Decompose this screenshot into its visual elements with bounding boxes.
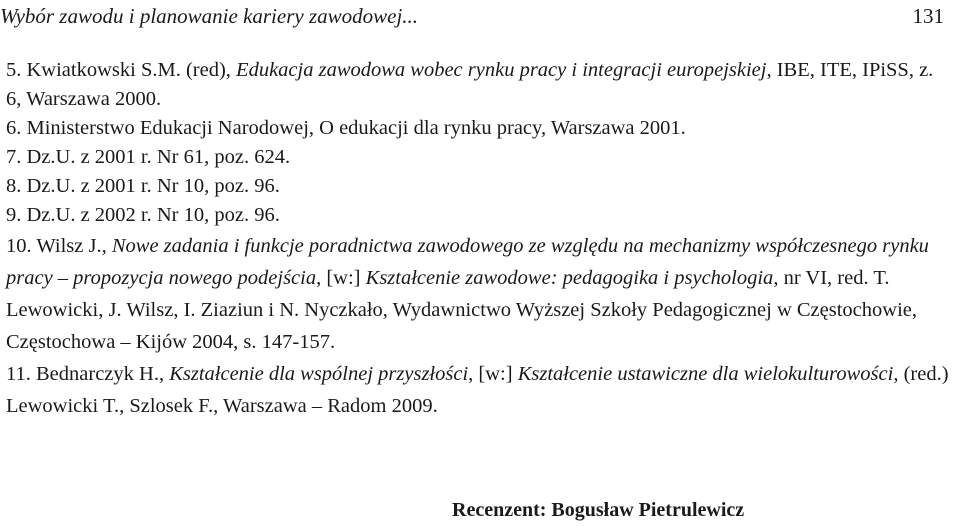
reference-number: 10.	[6, 235, 32, 257]
reference-text: , [w:]	[468, 363, 518, 385]
reference-text: Kwiatkowski S.M. (red),	[21, 59, 237, 81]
reference-title: Nowe zadania i funkcje poradnictwa zawodowego ze względu na mechanizmy współczesnego rynku pracy – propozycja nowego podejścia	[6, 235, 929, 289]
reference-number: 7.	[6, 146, 22, 168]
reference-item	[6, 201, 952, 230]
reference-text: Dz.U. z 2001 r. Nr 61, poz. 624.	[21, 146, 291, 168]
reference-title: Kształcenie dla wspólnej przyszłości	[169, 363, 469, 385]
reviewer-line: Recenzent: Bogusław Pietrulewicz	[452, 499, 745, 521]
reference-item	[6, 56, 952, 114]
reference-item	[6, 143, 952, 172]
reference-number: 6.	[6, 117, 22, 139]
reference-text: , nr VI, red. T. Lewowicki, J. Wilsz, I. Ziaziun i N. Nyczkało, Wydawnictwo Wyższej Szkoły Pedagogicznej w Częstochowie, Częstochowa – Kijów 2004, s. 147-157.	[6, 267, 917, 353]
reference-text: Bednarczyk H.,	[30, 363, 170, 385]
reference-text: Dz.U. z 2001 r. Nr 10, poz. 96.	[21, 175, 280, 197]
reference-number: 8.	[6, 175, 22, 197]
reference-text: Ministerstwo Edukacji Narodowej, O edukacji dla rynku pracy, Warszawa 2001.	[21, 117, 686, 139]
reference-title: Kształcenie zawodowe: pedagogika i psychologia	[365, 267, 774, 289]
reference-title: Kształcenie ustawiczne dla wielokulturowości	[517, 363, 894, 385]
page-number: 131	[912, 4, 944, 28]
reference-text: Wilsz J.,	[31, 235, 112, 257]
running-title: Wybór zawodu i planowanie kariery zawodowej...	[0, 4, 419, 28]
reference-number: 5.	[6, 59, 22, 81]
reference-item	[6, 358, 952, 422]
reference-number: 9.	[6, 204, 22, 226]
reference-number: 11.	[6, 363, 31, 385]
reference-title: Edukacja zawodowa wobec rynku pracy i integracji europejskiej	[236, 59, 767, 81]
reference-text: , [w:]	[316, 267, 366, 289]
reference-item	[6, 230, 952, 358]
reference-text: , IBE, ITE, IPiSS, z. 6, Warszawa 2000.	[6, 59, 934, 110]
reference-item	[6, 172, 952, 201]
page-header	[0, 2, 944, 32]
reference-text: , (red.) Lewowicki T., Szlosek F., Warszawa – Radom 2009.	[6, 363, 949, 417]
reference-text: Dz.U. z 2002 r. Nr 10, poz. 96.	[21, 204, 280, 226]
reference-item	[6, 114, 952, 143]
reference-list	[6, 56, 952, 422]
